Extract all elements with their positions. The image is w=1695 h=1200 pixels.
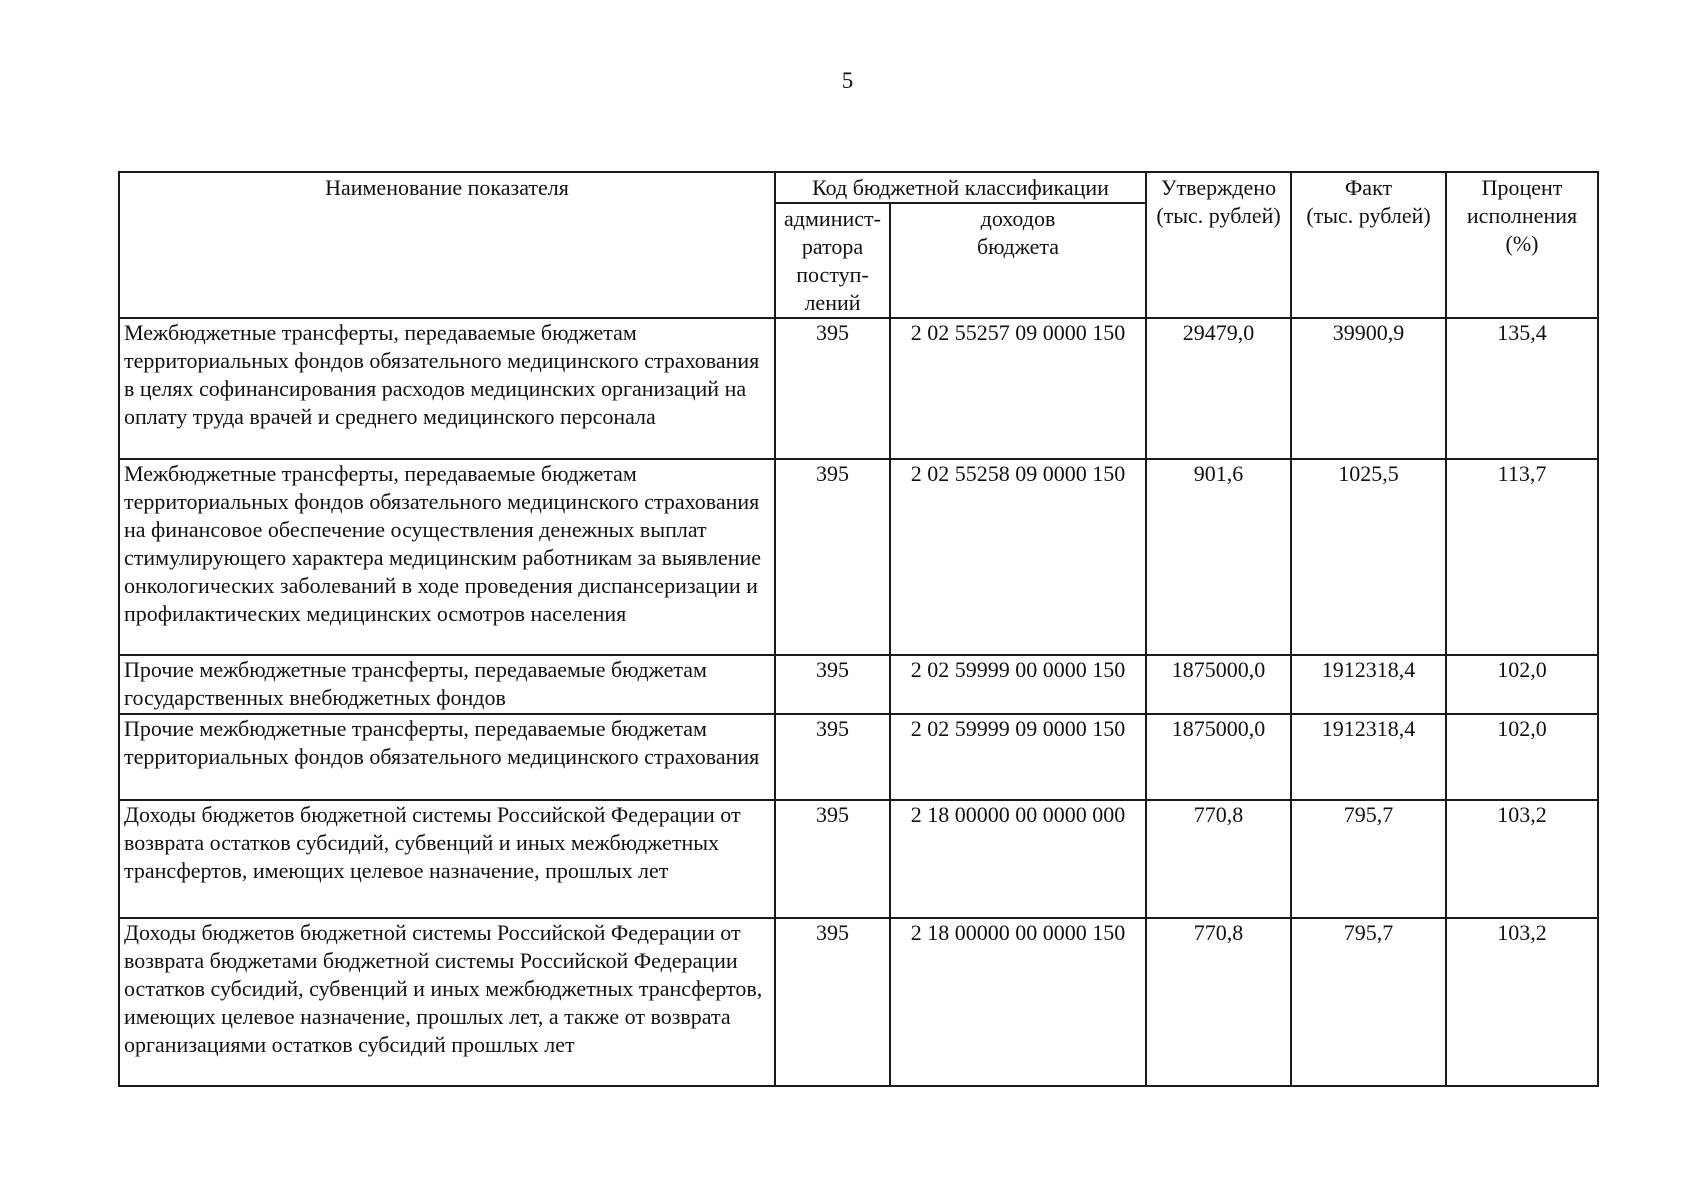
row-income-code: 2 18 00000 00 0000 150 bbox=[890, 918, 1146, 1086]
table-header bbox=[119, 172, 1598, 318]
row-percent: 103,2 bbox=[1446, 918, 1598, 1086]
row-approved: 1875000,0 bbox=[1146, 714, 1291, 800]
table-row bbox=[119, 655, 1598, 714]
table-row bbox=[119, 459, 1598, 655]
row-approved: 770,8 bbox=[1146, 918, 1291, 1086]
row-name: Прочие межбюджетные трансферты, передаваемые бюджетам территориальных фондов обязательного медицинского страхования bbox=[119, 714, 775, 800]
row-name: Межбюджетные трансферты, передаваемые бюджетам территориальных фондов обязательного медицинского страхования в целях софинансирования расходов медицинских организаций на оплату труда врачей и среднего медицинского персонала bbox=[119, 318, 775, 459]
table-row bbox=[119, 714, 1598, 800]
row-name: Доходы бюджетов бюджетной системы Российской Федерации от возврата бюджетами бюджетной системы Российской Федерации остатков субсидий, субвенций и иных межбюджетных трансфертов, имеющих целевое назначение, прошлых лет, а также от возврата организациями остатков субсидий прошлых лет bbox=[119, 918, 775, 1086]
row-fact: 795,7 bbox=[1291, 918, 1446, 1086]
header-approved: Утверждено (тыс. рублей) bbox=[1146, 172, 1291, 318]
page-number: 5 bbox=[841, 68, 854, 93]
row-approved: 1875000,0 bbox=[1146, 655, 1291, 714]
row-approved: 770,8 bbox=[1146, 800, 1291, 918]
row-admin-code: 395 bbox=[775, 459, 890, 655]
row-percent: 103,2 bbox=[1446, 800, 1598, 918]
row-percent: 102,0 bbox=[1446, 714, 1598, 800]
table-row bbox=[119, 918, 1598, 1086]
row-income-code: 2 02 59999 00 0000 150 bbox=[890, 655, 1146, 714]
header-row bbox=[119, 172, 1598, 203]
row-name: Доходы бюджетов бюджетной системы Российской Федерации от возврата остатков субсидий, субвенций и иных межбюджетных трансфертов, имеющих целевое назначение, прошлых лет bbox=[119, 800, 775, 918]
row-admin-code: 395 bbox=[775, 800, 890, 918]
row-name: Прочие межбюджетные трансферты, передаваемые бюджетам государственных внебюджетных фондов bbox=[119, 655, 775, 714]
header-percent: Процент исполнения (%) bbox=[1446, 172, 1598, 318]
row-fact: 39900,9 bbox=[1291, 318, 1446, 459]
row-income-code: 2 02 55258 09 0000 150 bbox=[890, 459, 1146, 655]
row-name: Межбюджетные трансферты, передаваемые бюджетам территориальных фондов обязательного медицинского страхования на финансовое обеспечение осуществления денежных выплат стимулирующего характера медицинским работникам за выявление онкологических заболеваний в ходе проведения диспансеризации и профилактических медицинских осмотров населения bbox=[119, 459, 775, 655]
budget-execution-table bbox=[118, 171, 1599, 1087]
table-body bbox=[119, 318, 1598, 1086]
row-percent: 135,4 bbox=[1446, 318, 1598, 459]
header-code-group: Код бюджетной классификации bbox=[775, 172, 1146, 203]
row-fact: 1025,5 bbox=[1291, 459, 1446, 655]
header-income: доходов бюджета bbox=[890, 203, 1146, 318]
row-approved: 29479,0 bbox=[1146, 318, 1291, 459]
row-income-code: 2 02 59999 09 0000 150 bbox=[890, 714, 1146, 800]
header-admin: админист- ратора поступ- лений bbox=[775, 203, 890, 318]
header-fact: Факт (тыс. рублей) bbox=[1291, 172, 1446, 318]
header-name: Наименование показателя bbox=[119, 172, 775, 318]
row-fact: 1912318,4 bbox=[1291, 655, 1446, 714]
row-income-code: 2 18 00000 00 0000 000 bbox=[890, 800, 1146, 918]
row-fact: 795,7 bbox=[1291, 800, 1446, 918]
row-admin-code: 395 bbox=[775, 918, 890, 1086]
row-admin-code: 395 bbox=[775, 318, 890, 459]
row-approved: 901,6 bbox=[1146, 459, 1291, 655]
row-fact: 1912318,4 bbox=[1291, 714, 1446, 800]
table-row bbox=[119, 800, 1598, 918]
table-row bbox=[119, 318, 1598, 459]
row-percent: 102,0 bbox=[1446, 655, 1598, 714]
row-admin-code: 395 bbox=[775, 714, 890, 800]
row-income-code: 2 02 55257 09 0000 150 bbox=[890, 318, 1146, 459]
row-admin-code: 395 bbox=[775, 655, 890, 714]
row-percent: 113,7 bbox=[1446, 459, 1598, 655]
